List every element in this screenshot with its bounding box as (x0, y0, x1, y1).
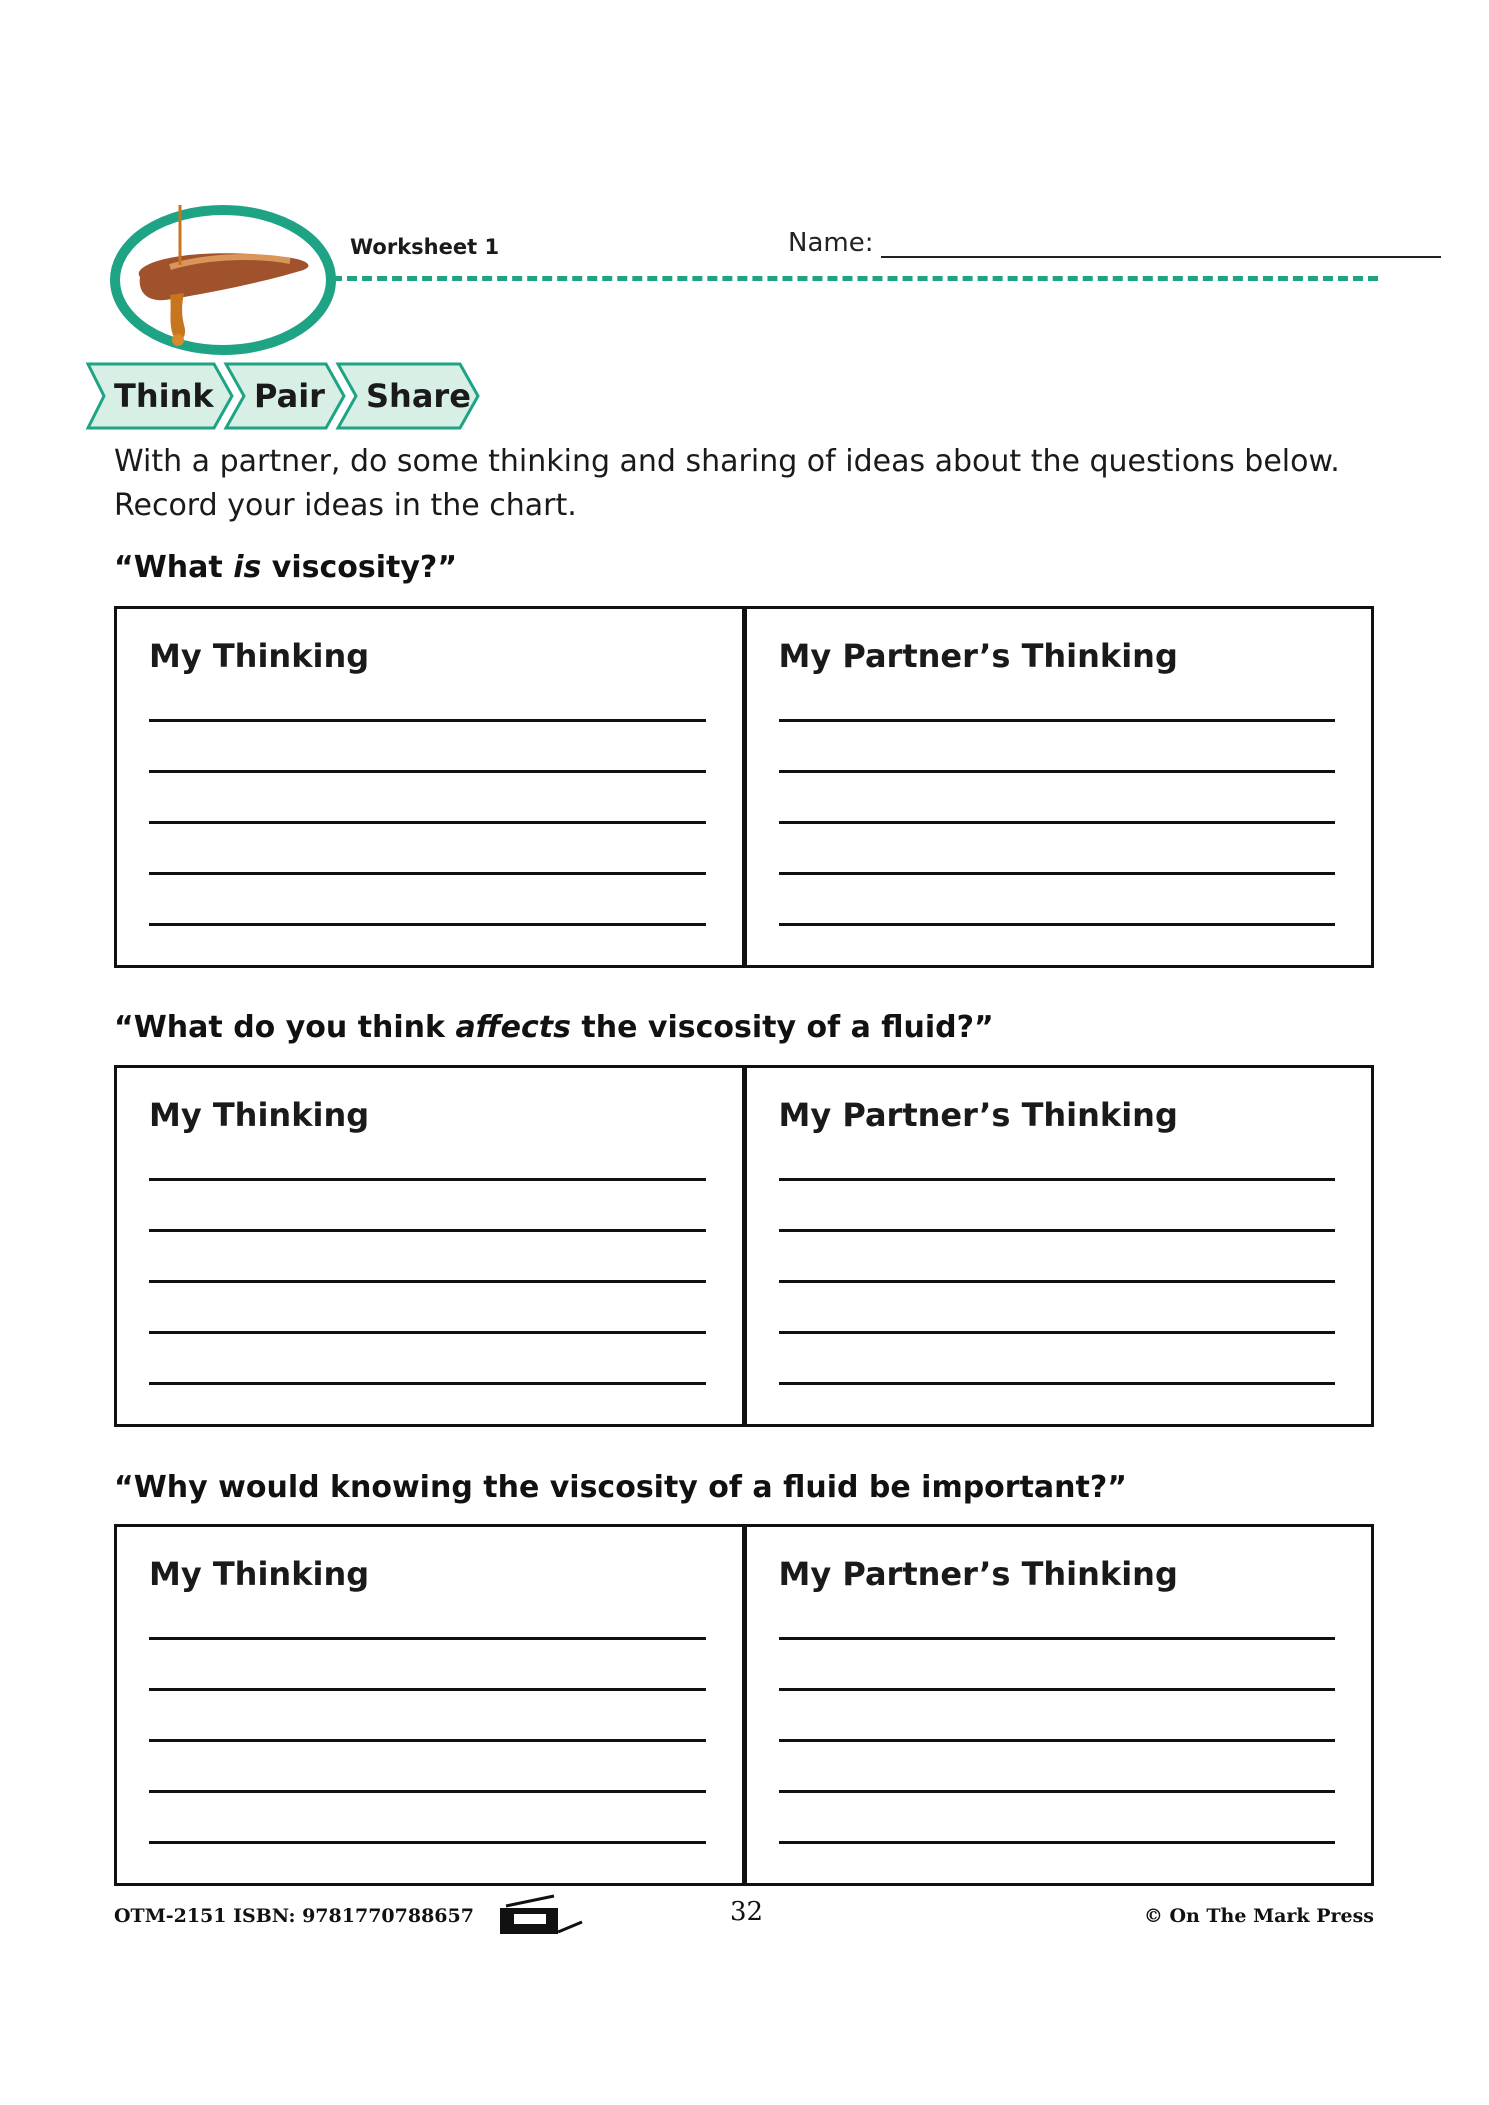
write-line[interactable] (779, 1637, 1336, 1640)
write-line[interactable] (149, 821, 706, 824)
my-thinking-column (117, 1068, 742, 1424)
header-dashed-divider (332, 276, 1378, 281)
write-line[interactable] (149, 923, 706, 926)
name-label: Name: (788, 228, 874, 258)
column-title: My Thinking (149, 1096, 370, 1134)
column-title: My Partner’s Thinking (778, 1555, 1178, 1593)
write-line[interactable] (149, 1739, 706, 1742)
write-line[interactable] (779, 821, 1336, 824)
write-line[interactable] (779, 719, 1336, 722)
write-line[interactable] (779, 1841, 1336, 1844)
question-1: “What is viscosity?” (114, 550, 458, 585)
printing-press-icon (498, 1894, 584, 1936)
column-title: My Thinking (149, 1555, 370, 1593)
write-line[interactable] (779, 1382, 1336, 1385)
my-thinking-column (117, 1527, 742, 1883)
write-line[interactable] (149, 1790, 706, 1793)
write-line[interactable] (149, 1841, 706, 1844)
write-line[interactable] (149, 770, 706, 773)
write-line[interactable] (779, 923, 1336, 926)
write-line[interactable] (149, 1382, 706, 1385)
chart-1 (114, 606, 1374, 968)
partner-thinking-column (742, 1068, 1372, 1424)
write-line[interactable] (149, 1178, 706, 1181)
column-title: My Thinking (149, 637, 370, 675)
name-field[interactable] (788, 228, 1441, 258)
footer-code: OTM-2151 ISBN: 9781770788657 (114, 1905, 474, 1927)
footer-copyright: © On The Mark Press (1143, 1905, 1374, 1927)
write-line[interactable] (149, 1688, 706, 1691)
write-line[interactable] (149, 719, 706, 722)
step-think: Think (114, 377, 214, 415)
write-line[interactable] (779, 1229, 1336, 1232)
chart-2 (114, 1065, 1374, 1427)
my-thinking-column (117, 609, 742, 965)
write-line[interactable] (779, 872, 1336, 875)
think-pair-share-steps (86, 362, 486, 430)
column-title: My Partner’s Thinking (778, 637, 1178, 675)
page-number: 32 (730, 1897, 764, 1927)
step-share: Share (366, 377, 471, 415)
worksheet-label: Worksheet 1 (350, 235, 500, 259)
dripping-spoon-icon (110, 205, 336, 355)
partner-thinking-column (742, 609, 1372, 965)
name-write-line[interactable] (881, 234, 1441, 258)
question-2: “What do you think affects the viscosity of a fluid?” (114, 1010, 994, 1045)
write-line[interactable] (779, 1331, 1336, 1334)
write-line[interactable] (779, 1178, 1336, 1181)
step-pair: Pair (254, 377, 325, 415)
write-line[interactable] (149, 1229, 706, 1232)
write-line[interactable] (779, 1280, 1336, 1283)
write-line[interactable] (779, 1739, 1336, 1742)
instructions-text: With a partner, do some thinking and sharing of ideas about the questions below. Record your ideas in the chart. (114, 444, 1340, 523)
partner-thinking-column (742, 1527, 1372, 1883)
write-line[interactable] (149, 1637, 706, 1640)
write-line[interactable] (779, 770, 1336, 773)
column-title: My Partner’s Thinking (778, 1096, 1178, 1134)
chart-3 (114, 1524, 1374, 1886)
write-line[interactable] (779, 1688, 1336, 1691)
write-line[interactable] (149, 872, 706, 875)
write-line[interactable] (149, 1280, 706, 1283)
write-line[interactable] (149, 1331, 706, 1334)
write-line[interactable] (779, 1790, 1336, 1793)
question-3: “Why would knowing the viscosity of a fluid be important?” (114, 1470, 1127, 1505)
